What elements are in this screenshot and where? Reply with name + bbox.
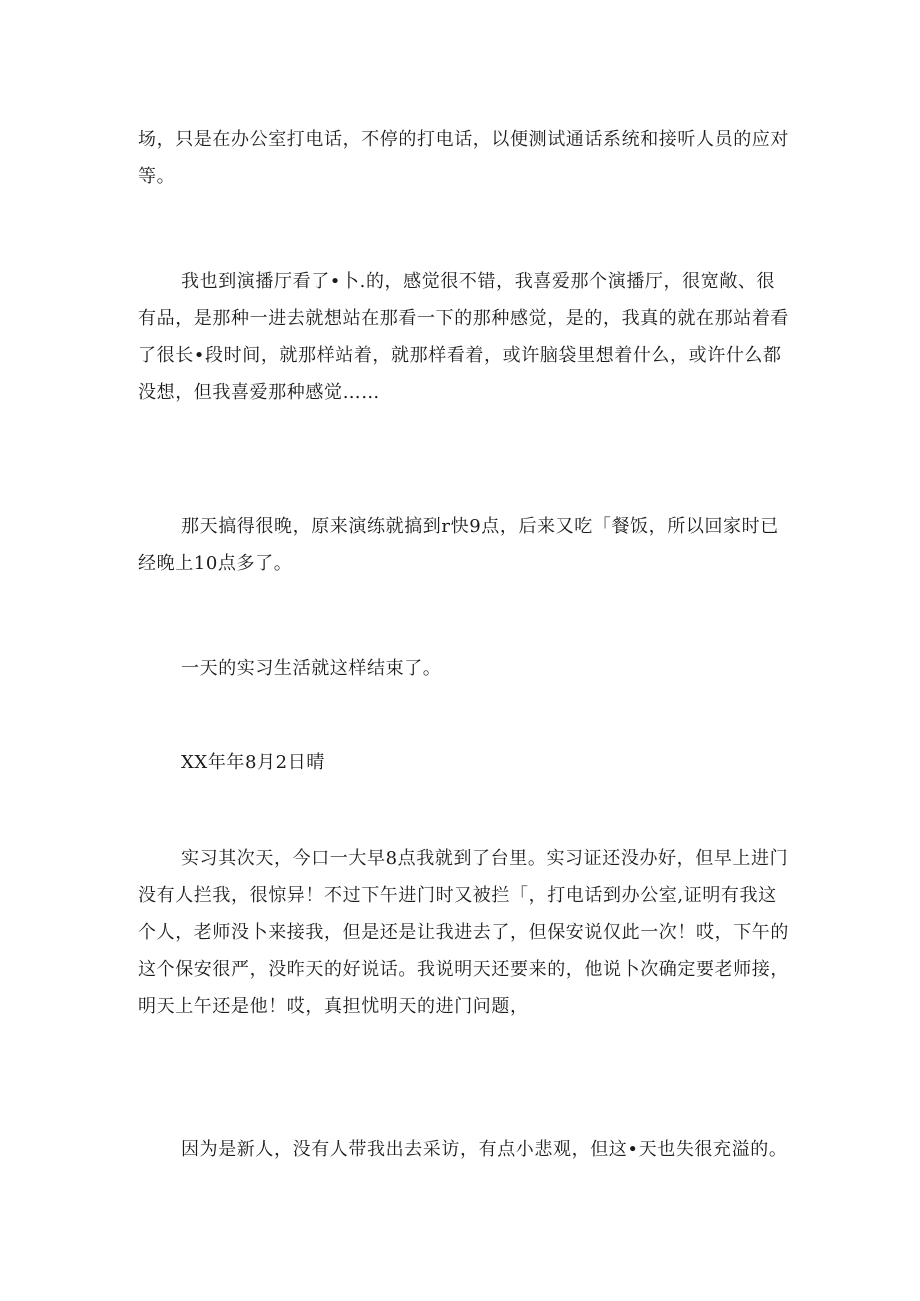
paragraph-line: 我也到演播厅看了•卜.的，感觉很不错，我喜爱那个演播厅，很宽敞、很 bbox=[181, 271, 776, 292]
paragraph-line: 个人，老师没卜来接我，但是还是让我进去了，但保安说仅此一次！哎，下午的 bbox=[138, 922, 789, 943]
date-heading: XX年年8月2日晴 bbox=[181, 752, 325, 773]
paragraph-line: 没有人拦我，很惊异！不过下午进门时又被拦「，打电话到办公室,证明有我这 bbox=[138, 885, 777, 906]
paragraph-6 bbox=[138, 1131, 788, 1168]
paragraph-3 bbox=[138, 508, 788, 582]
paragraph-line: 因为是新人，没有人带我出去采访，有点小悲观，但这•天也失很充溢的。 bbox=[181, 1139, 788, 1160]
paragraph-4 bbox=[138, 650, 788, 687]
paragraph-1 bbox=[138, 121, 788, 195]
paragraph-line: 等。 bbox=[138, 166, 176, 187]
paragraph-line: 了很长•段时间，就那样站着，就那样看着，或许脑袋里想着什么，或许什么都 bbox=[138, 345, 782, 366]
paragraph-line: 明天上午还是他！哎，真担忧明天的进门问题， bbox=[138, 996, 529, 1017]
paragraph-line: 有品，是那种一进去就想站在那看一下的那种感觉，是的，我真的就在那站着看 bbox=[138, 308, 789, 329]
paragraph-line: 这个保安很严，没昨天的好说话。我说明天还要来的，他说卜次确定要老师接， bbox=[138, 959, 789, 980]
paragraph-line: 没想，但我喜爱那种感觉…… bbox=[138, 382, 380, 403]
paragraph-2 bbox=[138, 263, 788, 411]
paragraph-line: 一天的实习生活就这样结束了。 bbox=[181, 658, 442, 679]
paragraph-5 bbox=[138, 840, 788, 1025]
paragraph-line: 场，只是在办公室打电话，不停的打电话，以便测试通话系统和接听人员的应对 bbox=[138, 129, 789, 150]
paragraph-line: 经晚上10点多了。 bbox=[138, 553, 293, 574]
paragraph-line: 那天搞得很晚，原来演练就搞到r快9点，后来又吃「餐饭，所以回家时已 bbox=[181, 516, 779, 537]
paragraph-line: 实习其次天，今口一大早8点我就到了台里。实习证还没办好，但早上进门 bbox=[181, 848, 789, 869]
